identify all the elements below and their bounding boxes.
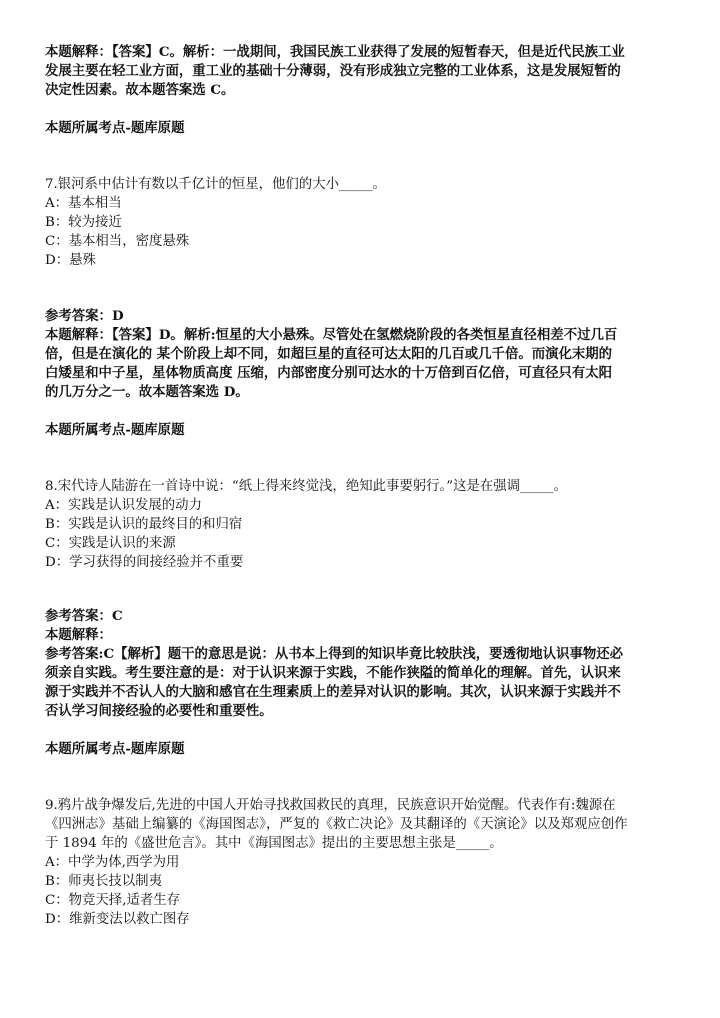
question-stem: 8.宋代诗人陆游在一首诗中说：“纸上得来终觉浅，绝知此事要躬行。”这是在强调_____。 bbox=[45, 479, 567, 494]
option-a: A：实践是认识发展的动力 bbox=[45, 498, 202, 513]
question-stem: 7.银河系中估计有数以千亿计的恒星，他们的大小_____。 bbox=[45, 177, 386, 192]
explanation-line: 源于实践并不否认人的大脑和感官在生理素质上的差异对认识的影响。其次，认识来源于实践并不 bbox=[45, 684, 621, 700]
option-d: D：悬殊 bbox=[45, 253, 96, 268]
question-stem: 于 1894 年的《盛世危言》。其中《海国图志》提出的主要思想主张是_____。 bbox=[45, 836, 503, 851]
source-note-7 bbox=[45, 421, 685, 440]
explanation-line: 参考答案:C【解析】题干的意思是说：从书本上得到的知识毕竟比较肤浅，要透彻地认识事物还必 bbox=[45, 646, 624, 662]
source-note-text: 本题所属考点-题库原题 bbox=[45, 741, 185, 757]
option-b: B：师夷长技以制夷 bbox=[45, 874, 162, 889]
explanation-line: 本题解释：【答案】D。解析:恒星的大小悬殊。尽管处在氢燃烧阶段的各类恒星直径相差不过几百 bbox=[45, 327, 618, 343]
explanation-line: 发展主要在轻工业方面，重工业的基础十分薄弱，没有形成独立完整的工业体系，这是发展短暂的 bbox=[45, 63, 621, 79]
option-b: B：较为接近 bbox=[45, 215, 122, 230]
option-d: D：维新变法以救亡图存 bbox=[45, 912, 190, 927]
answer-line: 参考答案：D bbox=[45, 308, 124, 324]
option-c: C：基本相当，密度悬殊 bbox=[45, 234, 190, 249]
explanation-block-6 bbox=[45, 43, 685, 100]
question-9 bbox=[45, 796, 685, 929]
option-b: B：实践是认识的最终目的和归宿 bbox=[45, 517, 243, 532]
option-a: A：中学为体,西学为用 bbox=[45, 855, 180, 870]
explanation-line: 倍，但是在演化的 某个阶段上却不同，如超巨星的直径可达太阳的几百或几千倍。而演化末期的 bbox=[45, 346, 613, 362]
explanation-line: 否认学习间接经验的必要性和重要性。 bbox=[45, 703, 273, 719]
option-d: D：学习获得的间接经验并不重要 bbox=[45, 555, 244, 570]
question-stem: 《四洲志》基础上编纂的《海国图志》，严复的《救亡决论》及其翻译的《天演论》以及郑观应创作 bbox=[45, 817, 628, 832]
answer-line: 参考答案：C bbox=[45, 608, 123, 624]
option-a: A：基本相当 bbox=[45, 196, 122, 211]
explanation-line: 须亲自实践。考生要注意的是：对于认识来源于实践，不能作狭隘的简单化的理解。首先，认识来 bbox=[45, 665, 621, 681]
question-stem: 9.鸦片战争爆发后,先进的中国人开始寻找救国救民的真理，民族意识开始觉醒。代表作有:魏源在 bbox=[45, 798, 616, 813]
source-note-8 bbox=[45, 740, 685, 759]
explanation-label: 本题解释： bbox=[45, 627, 112, 643]
explanation-line: 白矮星和中子星，星体物质高度 压缩，内部密度分别可达水的十万倍到百亿倍，可直径只有太阳 bbox=[45, 365, 613, 381]
source-note-text: 本题所属考点-题库原题 bbox=[45, 422, 185, 438]
explanation-line: 本题解释：【答案】C。解析：一战期间，我国民族工业获得了发展的短暂春天，但是近代民族工业 bbox=[45, 44, 625, 60]
explanation-line: 的几万分之一。故本题答案选 D。 bbox=[45, 384, 249, 400]
question-7 bbox=[45, 175, 685, 270]
explanation-line: 决定性因素。故本题答案选 C。 bbox=[45, 82, 235, 98]
explanation-block-8 bbox=[45, 607, 685, 721]
source-note-text: 本题所属考点-题库原题 bbox=[45, 120, 185, 136]
explanation-block-7 bbox=[45, 307, 685, 402]
option-c: C：物竞天择,适者生存 bbox=[45, 893, 181, 908]
question-8 bbox=[45, 477, 685, 572]
option-c: C：实践是认识的来源 bbox=[45, 536, 176, 551]
source-note-6 bbox=[45, 119, 685, 138]
